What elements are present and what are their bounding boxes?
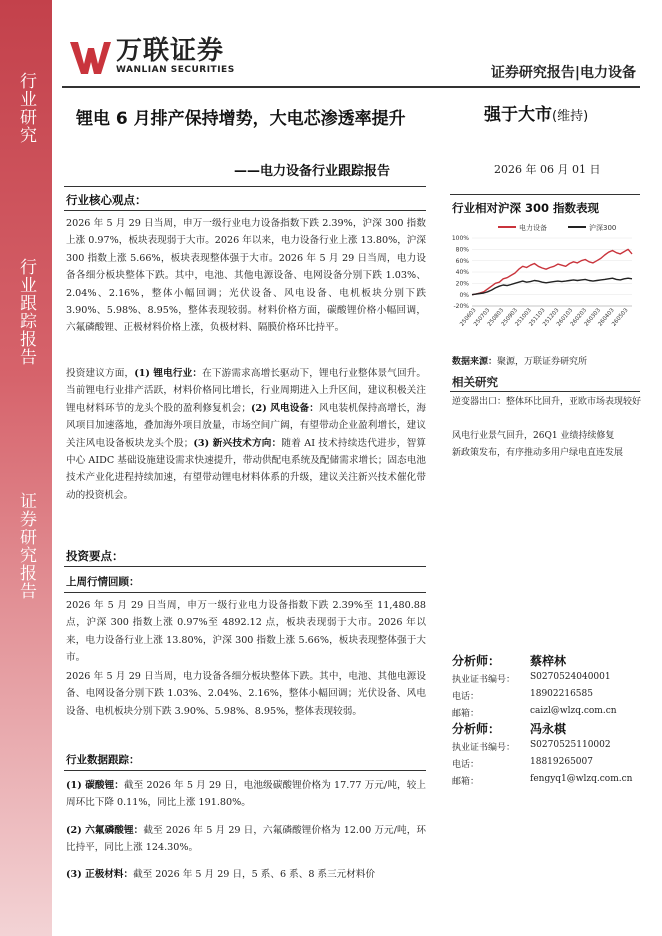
core-paragraph-1: 2026 年 5 月 29 日当周，申万一级行业电力设备指数下跌 2.39%，沪深 300 指数上涨 0.97%，板块表现弱于大市。2026 年以来，电力设备行业上涨 13.80%，沪深 300 指数上涨 5.66%，板块表现整体强于大市。2026 年 5 月 29 日当周，电力设备各细分板块整体下跌。其中，电池、其他电源设备、电网设备分别下跌 1.03%、2.04%、2.16%，整体小幅回调；光伏设备、风电设备、电机板块分别下跌 3.90%、5.98%、8.95%，整体表现较弱。材料价格方面，碳酸锂价格小幅回调，六氟磷酸锂、正极材料价格上涨，负极材料、隔膜价格环比持平。 — [66, 218, 426, 334]
logo-chinese-name: 万联证券 — [116, 36, 225, 66]
related-item[interactable]: 逆变器出口：整体环比回升，亚欧市场表现较好 — [452, 397, 642, 407]
wanlian-logo-icon — [68, 36, 112, 76]
chart-title: 行业相对沪深 300 指数表现 — [452, 201, 600, 215]
cathode-text: 截至 2026 年 5 月 29 日，5 系、6 系、8 系三元材料价 — [133, 869, 376, 880]
data-tracking-heading: 行业数据跟踪： — [66, 754, 140, 766]
cathode-label: (3) 正极材料： — [66, 869, 134, 880]
section-divider — [450, 194, 640, 195]
x-tick-label: 250603 — [459, 307, 478, 328]
data-source-text: 聚源，万联证券研究所 — [497, 357, 588, 367]
phone-number: 18819265007 — [530, 757, 593, 767]
section-divider — [450, 391, 640, 392]
p2-lithium-text: 在下游需求高增长驱动下，锂电行业整体景气回升。当前锂电行业排产活跃，材料价格同比增长，行业周期进入上升区间，建议积极关注锂电材料环节的龙头个股的盈利修复机会； — [66, 368, 427, 414]
sidebar-label-industry-research: 行业研究 — [16, 72, 36, 144]
email-label: 邮箱： — [452, 777, 480, 787]
rating-note: (维持) — [552, 109, 589, 124]
report-date: 2026 年 06 月 01 日 — [494, 163, 601, 176]
x-tick-label: 250803 — [486, 307, 506, 328]
email-label: 邮箱： — [452, 709, 480, 719]
p2-label-wind: (2) 风电设备： — [251, 402, 319, 414]
analyst-heading: 分析师： — [452, 654, 501, 668]
x-tick-label: 251103 — [528, 307, 547, 328]
x-tick-label: 250903 — [500, 307, 519, 328]
y-tick-label: 0% — [459, 291, 469, 299]
y-tick-label: 80% — [455, 246, 469, 254]
x-tick-label: 260303 — [583, 307, 602, 328]
logo-english-name: WANLIAN SECURITIES — [116, 65, 235, 75]
section-divider — [64, 770, 426, 771]
p2-wind-text: 风电装机保持高增长，海风项目加速落地，叠加海外项目放量，市场空间广阔，有望带动企业盈利增长，建议关注风电设备板块龙头个股； — [66, 402, 427, 449]
sidebar-label-tracking-report: 行业跟踪报告 — [16, 258, 36, 366]
x-tick-label: 251003 — [514, 307, 533, 328]
data-source — [452, 354, 587, 367]
core-views-heading: 行业核心观点： — [66, 193, 147, 207]
lithium-carbonate-text: 截至 2026 年 5 月 29 日，电池级碳酸锂价格为 17.77 万元/吨，较上周环比下降 0.11%，同比上涨 191.80%。 — [66, 780, 427, 809]
lithium-carbonate-label: (1) 碳酸锂： — [66, 780, 124, 791]
lithium-carbonate-item — [66, 777, 426, 812]
section-divider — [64, 592, 426, 593]
p2-emerging-text: 随着 AI 技术持续迭代进步，智算中心 AIDC 基础设施建设需求快速提升，带动供配电系统及配储需求增长；固态电池技术产业化进程持续加速，有望带动锂电材料体系的升级，建议关注新兴技术催化带动的投资机会。 — [66, 437, 427, 501]
y-tick-label: 100% — [451, 235, 469, 243]
legend-label: 电力设备 — [519, 224, 547, 232]
cert-label: 执业证书编号： — [452, 743, 516, 753]
weekly-review-paragraph-2: 2026 年 5 月 29 日当周，电力设备各细分板块整体下跌。其中，电池、其他电源设备、电网设备分别下跌 1.03%、2.04%、2.16%，整体小幅回调；光伏设备、风电设备、电机板块分别下跌 3.90%、5.98%、8.95%，整体表现较弱。 — [66, 671, 426, 717]
lipf6-label: (2) 六氟磷酸锂： — [66, 825, 144, 836]
x-tick-label: 251203 — [542, 307, 561, 328]
section-divider — [64, 186, 426, 187]
relative-performance-chart — [448, 220, 638, 348]
report-subtitle: ——电力设备行业跟踪报告 — [234, 164, 391, 179]
x-tick-label: 260503 — [611, 307, 630, 328]
x-tick-label: 260203 — [569, 307, 589, 328]
weekly-review-paragraph-1: 2026 年 5 月 29 日当周，申万一级行业电力设备指数下跌 2.39%至 11,480.88 点，沪深 300 指数上涨 0.97%至 4892.12 点，板块表现弱于大市。2026 年以来，电力设备行业上涨 13.80%，沪深 300 指数上涨 5.66%，板块表现整体强于大市。 — [66, 600, 426, 664]
phone-number: 18902216585 — [530, 689, 593, 699]
header-divider — [62, 86, 640, 88]
x-tick-label: 260403 — [597, 307, 616, 328]
section-divider — [64, 566, 426, 567]
related-item[interactable]: 风电行业景气回升，26Q1 业绩持续修复 — [452, 431, 615, 441]
cert-number: S0270524040001 — [530, 672, 611, 682]
sidebar-label-securities-report: 证券研究报告 — [16, 492, 36, 600]
analyst-name: 蔡梓林 — [530, 654, 567, 668]
related-research-heading: 相关研究 — [452, 375, 498, 389]
cathode-item — [66, 866, 426, 883]
rating-value: 强于大市 — [484, 105, 552, 125]
p2-label-emerging: (3) 新兴技术方向： — [193, 437, 282, 449]
cert-label: 执业证书编号： — [452, 675, 516, 685]
p2-intro: 投资建议方面， — [66, 368, 135, 379]
phone-label: 电话： — [452, 692, 480, 702]
lipf6-text: 截至 2026 年 5 月 29 日，六氟磷酸锂价格为 12.00 万元/吨，环比持平，同比上涨 124.30%。 — [66, 825, 426, 854]
phone-label: 电话： — [452, 760, 480, 770]
email-address[interactable]: fengyq1@wlzq.com.cn — [530, 774, 633, 784]
cert-number: S0270525110002 — [530, 740, 611, 750]
analyst-name: 冯永棋 — [530, 722, 567, 736]
lipf6-item — [66, 822, 426, 857]
email-address[interactable]: caizl@wlzq.com.cn — [530, 706, 617, 716]
x-tick-label: 250703 — [473, 307, 492, 328]
series-line — [472, 278, 632, 295]
section-divider — [64, 210, 426, 211]
sidebar — [0, 0, 52, 936]
industry-rating — [484, 100, 588, 125]
y-tick-label: 20% — [455, 280, 469, 288]
y-tick-label: 60% — [455, 257, 469, 265]
data-source-label: 数据来源： — [452, 357, 498, 367]
legend-label: 沪深300 — [589, 224, 617, 232]
weekly-review-heading: 上周行情回顾： — [66, 576, 140, 588]
report-title: 锂电 6 月排产保持增势，大电芯渗透率提升 — [76, 109, 406, 129]
report-category: 证券研究报告|电力设备 — [490, 65, 636, 81]
x-tick-label: 260103 — [555, 307, 575, 328]
company-logo — [68, 36, 235, 76]
core-paragraph-2 — [66, 365, 426, 504]
y-tick-label: -20% — [453, 303, 469, 311]
y-tick-label: 40% — [455, 269, 469, 277]
p2-label-lithium: (1) 锂电行业： — [134, 368, 203, 379]
analyst-heading: 分析师： — [452, 722, 501, 736]
investment-points-heading: 投资要点： — [66, 549, 124, 563]
related-item[interactable]: 新政策发布，有序推动多用户绿电直连发展 — [452, 448, 624, 458]
